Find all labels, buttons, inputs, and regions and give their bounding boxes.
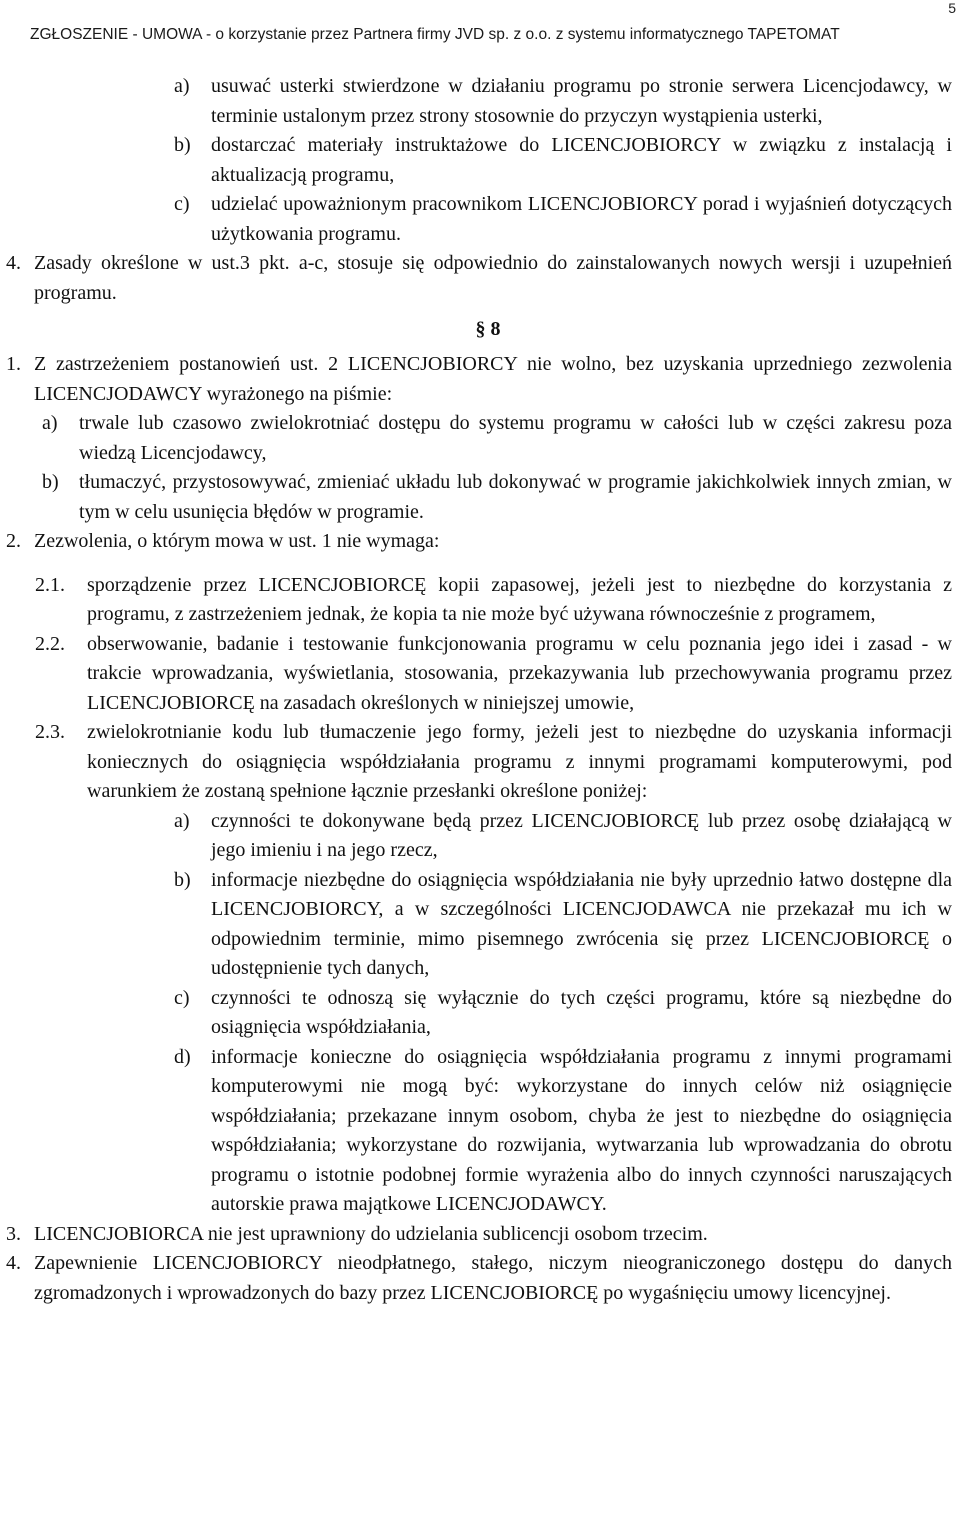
list-item-top-a: [174, 72, 952, 131]
item-marker: c): [174, 193, 190, 215]
item-text: czynności te odnoszą się wyłącznie do tych części programu, które są niezbędne do osiągnięcia współdziałania,: [211, 986, 952, 1038]
item-marker: a): [174, 809, 190, 832]
item-text: udzielać upoważnionym pracownikom LICENCJOBIORCY porad i wyjaśnień dotyczących użytkowania programu.: [211, 193, 952, 245]
item-marker: 1.: [6, 353, 21, 375]
item-marker: 3.: [6, 1222, 21, 1245]
paragraph-1: [6, 350, 952, 409]
running-header: [30, 26, 955, 44]
item-text: Z zastrzeżeniem postanowień ust. 2 LICENCJOBIORCY nie wolno, bez uzyskania uprzedniego zezwolenia LICENCJODAWCY wyrażonego na piśmie:: [34, 353, 952, 405]
paragraph-3: [6, 1220, 952, 1250]
spacer: [0, 557, 960, 571]
paragraph-2-3: [35, 718, 952, 807]
item-text: informacje konieczne do osiągnięcia współdziałania programu z innymi programami komputerowymi nie mogą być: wykorzystane do innych celów niż osiągnięcie współdziałania; przekazane innym osobom, chyba że jest to niezbędne do osiągnięcia współdziałania; wykorzystane do rozwijania, wytwarzania lub wprowadzania do obrotu programu o istotnie podobnej formie wyrażenia albo do innych czynności naruszających autorskie prawa majątkowe LICENCJODAWCY.: [211, 1045, 952, 1215]
paragraph-2-2: [35, 630, 952, 719]
item-marker: b): [174, 868, 191, 891]
item-text: tłumaczyć, przystosowywać, zmieniać układu lub dokonywać w programie jakichkolwiek innych zmian, w tym w celu usunięcia błędów w programie.: [79, 471, 952, 523]
item-text: Zezwolenia, o którym mowa w ust. 1 nie wymaga:: [34, 530, 440, 552]
item-marker: 2.1.: [35, 573, 65, 596]
item-marker: b): [174, 134, 191, 156]
paragraph-1-item-a: [42, 409, 952, 468]
point-4: [6, 249, 952, 308]
item-marker: 2.: [6, 530, 21, 552]
paragraph-2-3-item-b: [174, 866, 952, 984]
list-item-top-c: [174, 190, 952, 249]
running-title: ZGŁOSZENIE - UMOWA - o korzystanie przez Partnera firmy JVD sp. z o.o. z systemu informatycznego TAPETOMAT: [30, 26, 840, 43]
paragraph-2: [6, 527, 952, 557]
section-heading: § 8: [475, 318, 501, 340]
item-marker: a): [174, 75, 190, 97]
item-text: Zasady określone w ust.3 pkt. a-c, stosuje się odpowiednio do zainstalowanych nowych wersji i uzupełnień programu.: [34, 252, 952, 304]
item-text: usuwać usterki stwierdzone w działaniu programu po stronie serwera Licencjodawcy, w terminie ustalonym przez strony stosownie do przyczyn wystąpienia usterki,: [211, 75, 952, 127]
document-body: [0, 72, 960, 1308]
item-marker: 4.: [6, 252, 21, 274]
item-marker: b): [42, 471, 59, 493]
item-text: zwielokrotnianie kodu lub tłumaczenie jego formy, jeżeli jest to niezbędne do uzyskania informacji koniecznych do osiągnięcia współdziałania programu z innymi programami komputerowymi, pod warunkiem że zostaną spełnione łącznie przesłanki określone poniżej:: [87, 721, 952, 802]
item-marker: a): [42, 412, 58, 434]
page-number: 5: [948, 0, 956, 16]
list-item-top-b: [174, 131, 952, 190]
paragraph-4: [6, 1249, 952, 1308]
item-marker: d): [174, 1045, 191, 1068]
paragraph-2-3-item-a: [174, 807, 952, 866]
item-marker: c): [174, 986, 190, 1009]
item-text: czynności te dokonywane będą przez LICENCJOBIORCĘ lub przez osobę działającą w jego imieniu i na jego rzecz,: [211, 809, 952, 861]
item-text: dostarczać materiały instruktażowe do LICENCJOBIORCY w związku z instalacją i aktualizacją programu,: [211, 134, 952, 186]
paragraph-1-item-b: [42, 468, 952, 527]
item-marker: 2.3.: [35, 721, 65, 743]
item-text: trwale lub czasowo zwielokrotniać dostępu do systemu programu w całości lub w części zakresu poza wiedzą Licencjodawcy,: [79, 412, 952, 464]
paragraph-2-1: [35, 571, 952, 630]
paragraph-2-3-item-c: [174, 984, 952, 1043]
item-text: obserwowanie, badanie i testowanie funkcjonowania programu w celu poznania jego idei i zasad - w trakcie wprowadzania, wyświetlania, stosowania, przekazywania lub przechowywania programu przez LICENCJOBIORCĘ na zasadach określonych w niniejszej umowie,: [87, 632, 952, 714]
item-text: informacje niezbędne do osiągnięcia współdziałania nie były uprzednio łatwo dostępne dla LICENCJOBIORCY, a w szczególności LICENCJODAWCA nie przekazał mu ich w odpowiednim terminie, mimo pisemnego zwrócenia się przez LICENCJOBIORCĘ o udostępnienie tych danych,: [211, 868, 952, 979]
item-text: sporządzenie przez LICENCJOBIORCĘ kopii zapasowej, jeżeli jest to niezbędne do korzystania z programu, z zastrzeżeniem jednak, że kopia ta nie może być używana równocześnie z programem,: [87, 573, 952, 625]
item-marker: 4.: [6, 1252, 21, 1274]
item-text: LICENCJOBIORCA nie jest uprawniony do udzielania sublicencji osobom trzecim.: [34, 1222, 708, 1245]
paragraph-2-3-item-d: [174, 1043, 952, 1220]
item-marker: 2.2.: [35, 632, 65, 655]
item-text: Zapewnienie LICENCJOBIORCY nieodpłatnego, stałego, niczym nieograniczonego dostępu do danych zgromadzonych i wprowadzonych do bazy przez LICENCJOBIORCĘ po wygaśnięciu umowy licencyjnej.: [34, 1252, 952, 1304]
